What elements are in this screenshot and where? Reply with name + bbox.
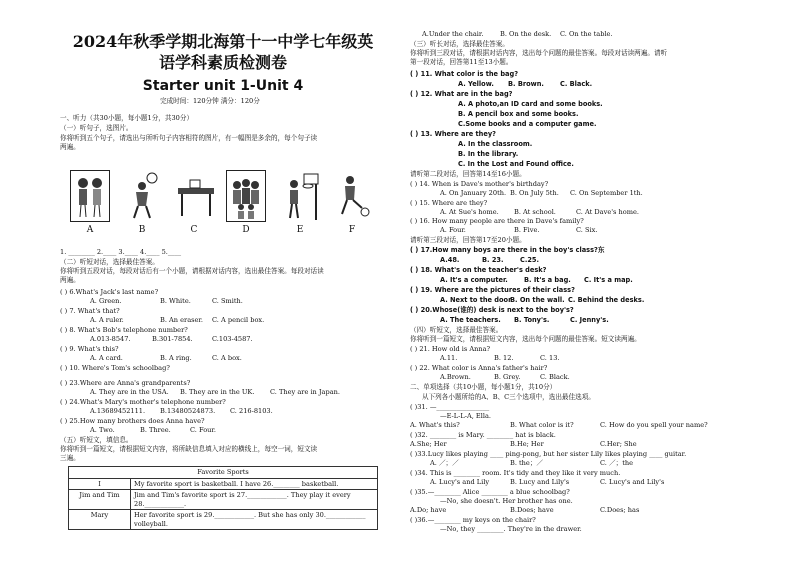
q8-option-c: C.103-4587. [212,335,253,343]
q25-option-c: C. Four. [190,426,216,434]
q12-option-b: B. A pencil box and some books. [458,110,579,118]
q22-option-a: A.Brown. [440,373,471,381]
picture-d [226,170,266,222]
q13-option-a: A. In the classroom. [458,140,533,148]
q19-option-c: C. Behind the desks. [568,296,645,304]
picture-label-c: C [190,225,198,235]
question-36: ( )36.—________ my keys on the chair? [410,516,536,524]
question-20: ( ) 20.Whose(谁的) desk is next to the boy's? [410,306,574,314]
q35-option-a: A.Do; have [410,506,447,514]
picture-b [122,170,162,222]
part3-instruction-2: 第一段对话，回答第11至13小题。 [410,58,513,66]
q36-answer-line: —No, they ________. They're in the drawer. [440,525,582,533]
q11-option-b: B. Brown. [508,80,544,88]
q35-option-c: C.Does; has [600,506,640,514]
question-21: ( ) 21. How old is Anna? [410,345,491,353]
table-cell-text: Her favorite sport is 29.____________. But she has only 30.____________ volleyball. [131,510,378,530]
part2-instruction: 你将听到五段对话，每段对话后有一个小题，请根据对话内容，选出最佳答案。每段对话读 [60,267,324,275]
left-column [60,0,386,561]
picture-label-a: A [86,225,94,235]
question-32: ( )32. ________ is Mary. ________ hat is black. [410,431,556,439]
question-35: ( )35.—________ Alice ________ a blue schoolbag? [410,488,570,496]
q32-option-b: B.He; Her [510,440,544,448]
question-18: ( ) 18. What's on the teacher's desk? [410,266,547,274]
exam-title-line1: 2024年秋季学期北海第十一中学七年级英 [72,32,374,51]
section1-heading: 一、听力（共30小题，每小题1分，共30分） [60,114,194,122]
question-6: ( ) 6.What's Jack's last name? [60,288,159,296]
q15-option-a: A. At Sue's home. [440,208,499,216]
exam-subtitle: Starter unit 1-Unit 4 [142,78,304,94]
dialogue-3-instruction: 请听第三段对话，回答第17至20小题。 [410,236,526,244]
question-24: ( ) 24.What's Mary's mother's telephone number? [60,398,226,406]
q8-option-b: B.301-7854. [152,335,193,343]
section2-instruction: 从下列各小题所给的A、B、C三个选项中，选出最佳选项。 [422,393,595,401]
q31-option-c: C. How do you spell your name? [600,421,708,429]
question-15: ( ) 15. Where are they? [410,199,488,207]
question-16: ( ) 16. How many people are there in Dave's family? [410,217,584,225]
q21-option-b: B. 12. [494,354,514,362]
table-cell-name: Jim and Tim [69,490,131,510]
q15-option-b: B. At school. [514,208,556,216]
exam-info: 完成时间：120分钟 满分：120分 [160,97,260,105]
basketball-hoop-icon [280,170,320,222]
q20-option-a: A. The teachers. [440,316,501,324]
q10-option-a: A.Under the chair. [422,30,484,38]
q14-option-b: B. On July 5th. [510,189,559,197]
q20-option-b: B. Tony's. [514,316,550,324]
q22-option-c: C. Black. [540,373,570,381]
q9-option-b: B. A ring. [160,354,192,362]
q7-option-b: B. An eraser. [160,316,203,324]
favorite-sports-table [68,466,378,530]
volleyball-player-icon [122,170,162,222]
q33-option-b: B. the；／ [510,459,544,467]
q23-option-b: B. They are in the UK. [180,388,255,396]
q24-option-a: A.13689452111. [90,407,146,415]
q21-option-a: A.11. [440,354,458,362]
table-title: Favorite Sports [69,467,378,479]
part2-heading: （二）听短对话，选择最佳答案。 [60,258,159,266]
picture-f [332,170,372,222]
table-row [69,478,378,490]
q23-option-c: C. They are in Japan. [270,388,340,396]
q34-option-c: C. Lucy's and Lily's [600,478,665,486]
right-column [410,0,740,561]
q33-option-a: A. ／；／ [430,459,459,467]
q11-option-c: C. Black. [560,80,593,88]
part4-instruction: 你将听到一篇短文，请根据短文内容，选出每个问题的最佳答案。短文读两遍。 [410,335,641,343]
q16-option-b: B. Five. [514,226,540,234]
part5-heading: （五）听短文，填信息。 [60,436,133,444]
part5-instruction-2: 三遍。 [60,454,80,462]
question-23: ( ) 23.Where are Anna's grandparents? [60,379,191,387]
section2-heading: 二、单项选择（共10小题，每小题1分，共10分） [410,383,557,391]
part1-instruction-2: 两遍。 [60,143,80,151]
q11-option-a: A. Yellow. [458,80,494,88]
q23-option-a: A. They are in the USA. [90,388,169,396]
q35-option-b: B.Does; have [510,506,554,514]
two-students-icon [71,171,109,221]
q6-option-b: B. White. [160,297,191,305]
q18-option-c: C. It's a map. [584,276,633,284]
picture-c [174,170,214,222]
q7-option-a: A. A ruler. [90,316,124,324]
q6-option-a: A. Green. [90,297,122,305]
q16-option-a: A. Four. [440,226,466,234]
family-photo-icon [227,171,265,221]
q8-option-a: A.013-8547. [90,335,131,343]
question-9: ( ) 9. What's this? [60,345,119,353]
table-cell-text: My favorite sport is basketball. I have 26.________ basketball. [131,478,378,490]
q32-option-a: A.She; Her [410,440,447,448]
q21-option-c: C. 13. [540,354,560,362]
dialogue-2-instruction: 请听第二段对话，回答第14至16小题。 [410,170,526,178]
picture-a [70,170,110,222]
q17-option-c: C.25. [520,256,540,264]
part1-answer-blanks: 1. ________ 2.____ 3.____ 4.____ 5.____ [60,248,182,256]
question-25: ( ) 25.How many brothers does Anna have? [60,417,205,425]
q14-option-c: C. On September 1th. [570,189,643,197]
q24-option-b: B.13480524873. [160,407,216,415]
question-17: ( ) 17.How many boys are there in the boy's class?东 [410,246,605,254]
q6-option-c: C. Smith. [212,297,243,305]
q13-option-c: C. In the Lost and Found office. [458,160,574,168]
q17-option-a: A.48. [440,256,460,264]
q7-option-c: C. A pencil box. [212,316,265,324]
q33-option-c: C. ／；the [600,459,633,467]
q34-option-b: B. Lucy and Lily's [510,478,570,486]
q35-answer-line: —No, she doesn't. Her brother has one. [440,497,573,505]
q31-option-b: B. What color is it? [510,421,574,429]
question-19: ( ) 19. Where are the pictures of their class? [410,286,575,294]
q15-option-c: C. At Dave's home. [576,208,639,216]
exam-title-line2: 语学科素质检测卷 [158,53,287,72]
question-7: ( ) 7. What's that? [60,307,120,315]
table-row [69,510,378,530]
question-11: ( ) 11. What color is the bag? [410,70,519,78]
q31-answer-line: —E-L-L-A, Ella. [440,412,491,420]
q10-option-b: B. On the desk. [500,30,552,38]
q32-option-c: C.Her; She [600,440,637,448]
q14-option-a: A. On January 20th. [440,189,507,197]
part3-heading: （三）听长对话，选择最佳答案。 [410,40,509,48]
q25-option-a: A. Two. [90,426,115,434]
part3-instruction: 你将听到三段对话，请根据对话内容，选出每个问题的最佳答案。每段对话读两遍。请听 [410,49,668,57]
q31-option-a: A. What's this? [410,421,460,429]
table-cell-name: I [69,478,131,490]
question-31: ( )31. —________________ [410,403,490,411]
part2-instruction-2: 两遍。 [60,276,80,284]
q20-option-c: C. Jenny's. [570,316,609,324]
q13-option-b: B. In the library. [458,150,519,158]
q12-option-c: C.Some books and a computer game. [458,120,597,128]
q17-option-b: B. 23. [482,256,504,264]
q22-option-b: B. Grey. [494,373,521,381]
q19-option-a: A. Next to the door. [440,296,513,304]
table-row [69,490,378,510]
q9-option-c: C. A box. [212,354,242,362]
picture-label-f: F [348,225,356,235]
q12-option-a: A. A photo,an ID card and some books. [458,100,603,108]
q18-option-a: A. It's a computer. [440,276,508,284]
table-cell-text: Jim and Tim's favorite sport is 27.____________. They play it every 28.____________. [131,490,378,510]
question-33: ( )33.Lucy likes playing ____ ping-pong, but her sister Lily likes playing ____ guitar. [410,450,687,458]
part1-instruction: 你将听到五个句子，请选出与所听句子内容相符的图片，有一幅图是多余的，每个句子读 [60,134,318,142]
q18-option-b: B. It's a bag. [524,276,571,284]
part1-heading: （一）听句子，选图片。 [60,124,133,132]
question-22: ( ) 22. What color is Anna's father's hair? [410,364,548,372]
q9-option-a: A. A card. [90,354,123,362]
table-cell-name: Mary [69,510,131,530]
soccer-player-icon [332,170,372,222]
question-34: ( )34. This is ________ room. It's tidy and they like it very much. [410,469,621,477]
table-icon [174,170,218,222]
question-12: ( ) 12. What are in the bag? [410,90,513,98]
q19-option-b: B. On the wall. [510,296,565,304]
q16-option-c: C. Six. [576,226,598,234]
q24-option-c: C. 216-8103. [230,407,273,415]
part5-instruction: 你将听到一篇短文，请根据短文内容，将所缺信息填入对应的横线上，每空一词，短文读 [60,445,318,453]
q25-option-b: B. Three. [140,426,171,434]
question-13: ( ) 13. Where are they? [410,130,496,138]
picture-label-e: E [296,225,304,235]
q10-option-c: C. On the table. [560,30,613,38]
question-10: ( ) 10. Where's Tom's schoolbag? [60,364,170,372]
picture-e [280,170,320,222]
part4-heading: （四）听短文，选择最佳答案。 [410,326,503,334]
question-14: ( ) 14. When is Dave's mother's birthday? [410,180,549,188]
q34-option-a: A. Lucy's and Lily [430,478,490,486]
picture-label-d: D [242,225,250,235]
question-8: ( ) 8. What's Bob's telephone number? [60,326,188,334]
picture-label-b: B [138,225,146,235]
